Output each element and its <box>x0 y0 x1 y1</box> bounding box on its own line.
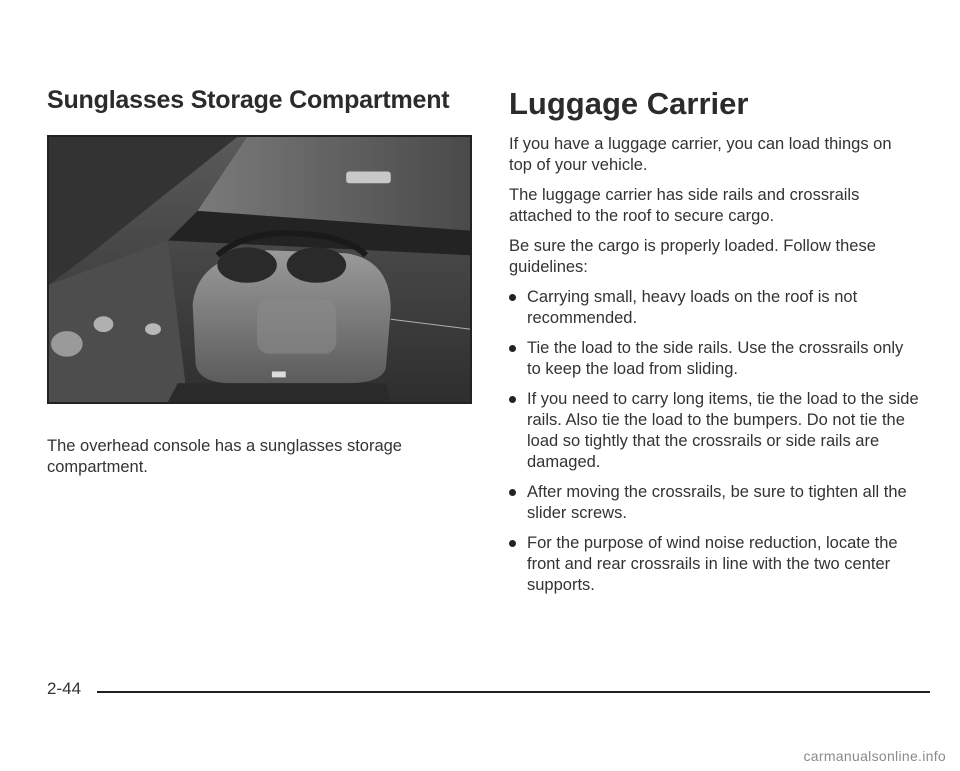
paragraph: The luggage carrier has side rails and crossrails attached to the roof to secure cargo. <box>509 186 860 225</box>
list-item <box>509 533 919 596</box>
photo-illustration <box>49 137 470 402</box>
sunglasses-caption: The overhead console has a sunglasses storage compartment. <box>47 437 402 476</box>
luggage-carrier-heading: Luggage Carrier <box>509 86 749 121</box>
list-item <box>509 482 919 524</box>
sunglasses-compartment-photo <box>47 135 472 404</box>
list-item-text: Tie the load to the side rails. Use the crossrails only to keep the load from sliding. <box>527 339 904 378</box>
list-item-text: If you need to carry long items, tie the load to the side rails. Also tie the load to the bumpers. Do not tie the load so tightly that the crossrails or side rails are damaged. <box>527 390 919 471</box>
list-item <box>509 389 919 473</box>
bullet-icon <box>509 540 516 547</box>
footer-divider <box>97 691 930 693</box>
list-item-text: After moving the crossrails, be sure to tighten all the slider screws. <box>527 483 907 522</box>
list-item-text: For the purpose of wind noise reduction, locate the front and rear crossrails in line with the two center supports. <box>527 534 898 594</box>
bullet-icon <box>509 489 516 496</box>
luggage-carrier-body <box>509 134 919 605</box>
bullet-icon <box>509 396 516 403</box>
paragraph: If you have a luggage carrier, you can load things on top of your vehicle. <box>509 135 892 174</box>
sunglasses-section-heading: Sunglasses Storage Compartment <box>47 86 450 114</box>
list-item <box>509 287 919 329</box>
guidelines-list <box>509 287 919 596</box>
bullet-icon <box>509 345 516 352</box>
paragraph: Be sure the cargo is properly loaded. Follow these guidelines: <box>509 237 876 276</box>
watermark: carmanualsonline.info <box>803 748 946 764</box>
list-item-text: Carrying small, heavy loads on the roof is not recommended. <box>527 288 858 327</box>
page-number: 2-44 <box>47 679 82 698</box>
list-item <box>509 338 919 380</box>
bullet-icon <box>509 294 516 301</box>
